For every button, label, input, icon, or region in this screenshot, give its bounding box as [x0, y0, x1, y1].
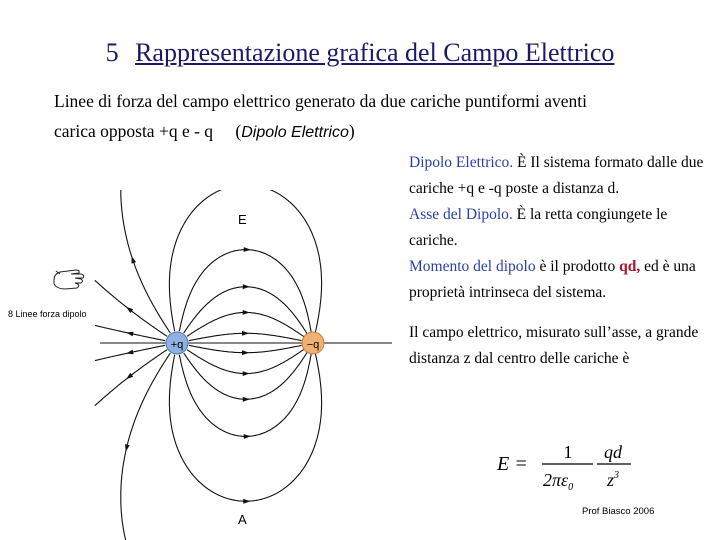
field-arrows: [125, 190, 251, 504]
term-momento: Momento del dipolo: [409, 258, 536, 275]
formula-num1: 1: [563, 442, 573, 462]
paragraph-momento: [409, 254, 709, 306]
dipole-field-diagram: [0, 190, 400, 540]
formula-den2: z: [607, 470, 615, 490]
term-dipolo: Dipolo Elettrico.: [409, 154, 514, 171]
text-momento-mid: è il prodotto: [535, 258, 620, 275]
paragraph-campo: Il campo elettrico, misurato sull’asse, a grande distanza z dal centro delle cariche è: [409, 324, 699, 367]
field-arrow: [243, 284, 250, 289]
svg-text:z3: [606, 470, 619, 490]
field-arrow: [243, 397, 250, 402]
term-asse: Asse del Dipolo.: [409, 206, 513, 223]
field-arrow: [126, 350, 134, 355]
formula-lhs: E =: [497, 453, 528, 475]
credit: Prof Biasco 2006: [582, 506, 655, 517]
text-dipolo-def: È Il sistema formato dalle due cariche +q e -q poste a distanza d.: [409, 154, 704, 197]
subtitle-line-2-text: carica opposta +q e - q: [54, 121, 214, 141]
field-arrow: [242, 350, 249, 355]
slide-number: 5: [105, 38, 119, 67]
field-arrow: [244, 434, 251, 439]
slide-subtitle: [54, 86, 694, 148]
slide-title: [0, 38, 720, 68]
positive-charge-label: +q: [170, 339, 184, 351]
subtitle-line-2: [54, 116, 694, 148]
field-arrow: [243, 371, 250, 376]
figure-side-label: 8 Linee forza dipolo: [8, 309, 87, 319]
subtitle-dipole: Dipolo Elettrico: [241, 124, 349, 141]
pointing-hand-icon[interactable]: [52, 266, 92, 294]
field-line: [121, 190, 171, 333]
slide-title-text: Rappresentazione grafica del Campo Elettrico: [135, 38, 615, 67]
formula-den1-sub: 0: [568, 482, 574, 493]
field-arrow: [132, 256, 137, 264]
field-arrow: [242, 331, 249, 336]
paragraph-dipolo: [409, 150, 709, 202]
subtitle-line-1: Linee di forza del campo elettrico generato da due cariche puntiformi aventi: [54, 91, 588, 111]
label-E: E: [238, 212, 247, 227]
field-arrow: [125, 444, 130, 452]
dipole-field-formula: [495, 436, 645, 496]
negative-charge-label: −q: [306, 339, 320, 351]
formula-num2: qd: [604, 442, 622, 462]
field-line: [169, 353, 321, 501]
field-arrow: [244, 247, 251, 252]
field-arrow: [243, 499, 250, 504]
right-text-block: [409, 150, 709, 372]
paragraph-asse: [409, 202, 709, 254]
formula-den2-sup: 3: [614, 470, 620, 481]
svg-text:2πε0: [543, 470, 573, 493]
label-A: A: [238, 512, 247, 527]
term-qd: qd,: [619, 258, 641, 275]
field-lines: [95, 190, 392, 540]
field-line: [179, 250, 311, 333]
field-arrow: [243, 310, 250, 315]
field-arrow: [126, 332, 134, 337]
subtitle-paren: (Dipolo Elettrico): [235, 121, 355, 141]
field-line: [179, 354, 311, 437]
text-momento-def: ed è una proprietà intrinseca del sistema.: [409, 258, 696, 301]
text-asse-def: È la retta congiungete le cariche.: [409, 206, 668, 249]
formula-den1: 2πε: [543, 470, 569, 490]
